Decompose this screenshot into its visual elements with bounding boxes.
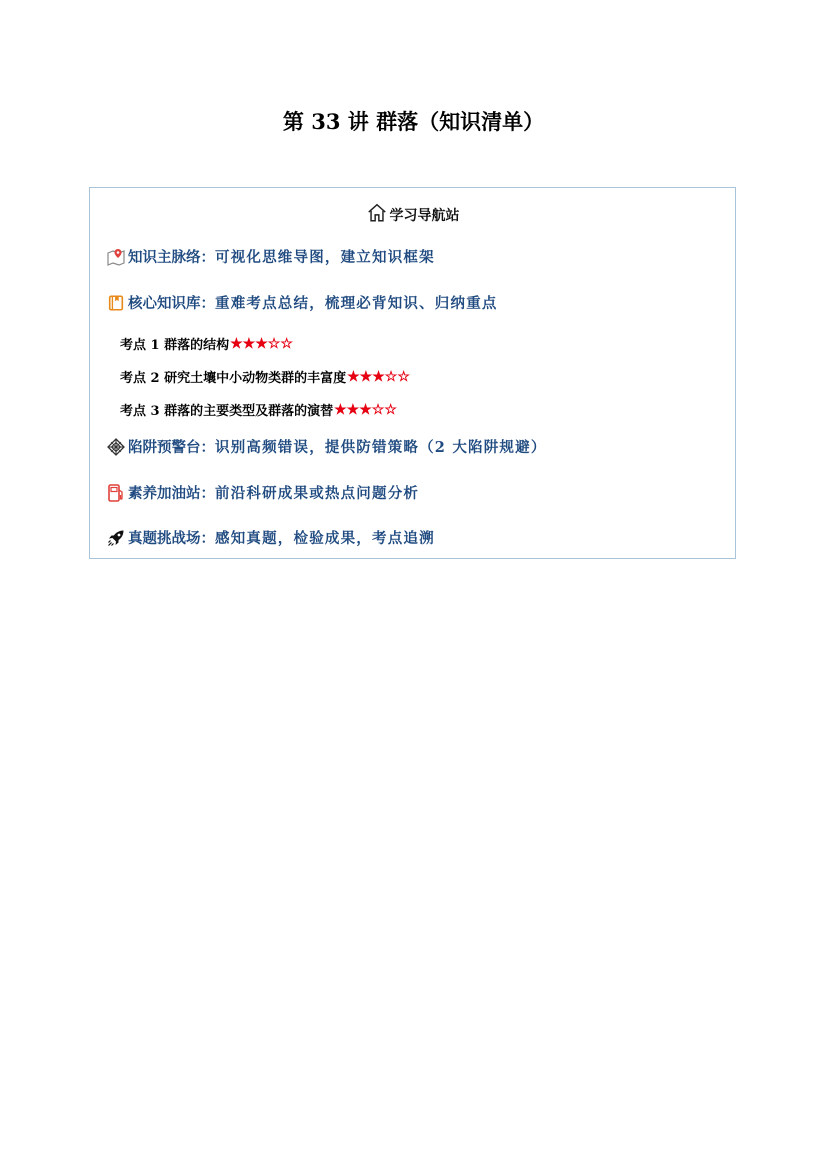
star-empty-icon: ☆☆ xyxy=(371,401,397,418)
map-pin-icon xyxy=(106,247,126,267)
book-icon xyxy=(106,293,126,313)
nav-item-desc: 识别高频错误，提供防错策略（2 大陷阱规避） xyxy=(215,439,547,456)
fuel-pump-icon xyxy=(106,483,126,503)
nav-item-label: 素养加油站： xyxy=(128,485,215,502)
nav-item-desc: 可视化思维导图，建立知识框架 xyxy=(215,249,435,266)
rating-stars xyxy=(334,402,397,418)
nav-header xyxy=(90,202,735,228)
star-full-icon: ★★★ xyxy=(230,335,268,352)
nav-item-knowledge-map[interactable] xyxy=(106,246,435,267)
nav-header-text: 学习导航站 xyxy=(389,208,460,224)
star-empty-icon: ☆☆ xyxy=(384,368,410,385)
nav-item-desc: 重难考点总结，梳理必背知识、归纳重点 xyxy=(215,295,498,312)
nav-item-label: 真题挑战场： xyxy=(128,530,215,547)
home-icon xyxy=(366,202,388,228)
nav-item-exam-challenge[interactable] xyxy=(106,527,435,548)
star-full-icon: ★★★ xyxy=(347,368,385,385)
star-full-icon: ★★★ xyxy=(334,401,372,418)
key-point-item[interactable] xyxy=(120,400,397,419)
nav-item-core-knowledge[interactable] xyxy=(106,292,498,313)
nav-item-literacy-boost[interactable] xyxy=(106,482,419,503)
page-title: 第 33 讲 群落（知识清单） xyxy=(282,109,545,134)
nav-item-label: 陷阱预警台： xyxy=(128,439,215,456)
rocket-icon xyxy=(106,528,126,548)
nav-item-desc: 前沿科研成果或热点问题分析 xyxy=(215,485,420,502)
key-point-text: 考点 2 研究土壤中小动物类群的丰富度 xyxy=(120,371,347,386)
rating-stars xyxy=(347,369,410,385)
nav-item-desc: 感知真题，检验成果，考点追溯 xyxy=(215,530,435,547)
key-point-text: 考点 1 群落的结构 xyxy=(120,338,230,353)
key-point-text: 考点 3 群落的主要类型及群落的演替 xyxy=(120,404,334,419)
learning-navigation-box xyxy=(89,187,736,559)
rating-stars xyxy=(230,336,293,352)
key-point-item[interactable] xyxy=(120,334,293,353)
key-point-item[interactable] xyxy=(120,367,410,386)
nav-item-label: 知识主脉络： xyxy=(128,249,215,266)
star-empty-icon: ☆☆ xyxy=(267,335,293,352)
web-trap-icon xyxy=(106,437,126,457)
nav-item-label: 核心知识库： xyxy=(128,295,215,312)
nav-item-trap-warning[interactable] xyxy=(106,436,547,457)
